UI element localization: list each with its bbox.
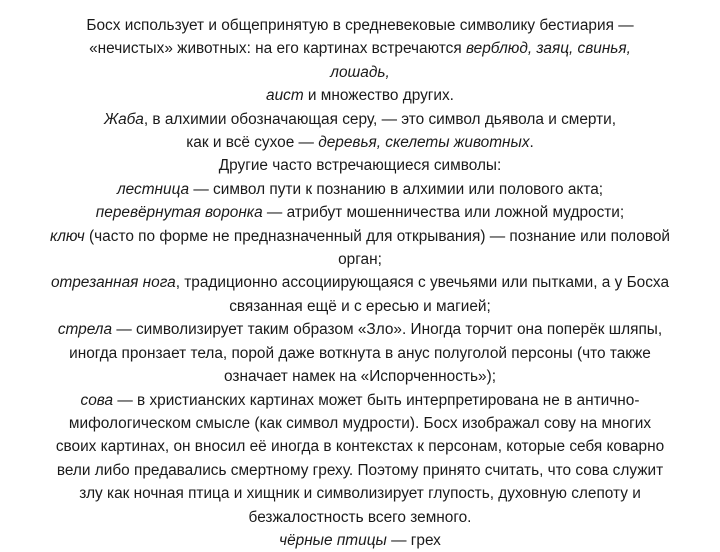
- text-segment: означает намек на «Испорченность»);: [224, 368, 496, 386]
- text-segment: безжалостность всего земного.: [248, 508, 472, 526]
- text-line: [14, 529, 706, 552]
- text-line: [14, 435, 706, 458]
- text-segment: своих картинах, он вносил её иногда в контекстах к персонам, которые себя коварно: [55, 438, 665, 456]
- text-line: [14, 248, 706, 271]
- italic-term: ключ: [49, 227, 85, 245]
- text-line: [14, 459, 706, 482]
- text-line: [14, 389, 706, 412]
- text-segment: (часто по форме не предназначенный для открывания) — познание или половой: [84, 227, 671, 245]
- italic-term: сова: [80, 391, 114, 409]
- text-line: [14, 84, 706, 107]
- text-line: [14, 108, 706, 131]
- text-segment: вели либо предавались смертному греху. Поэтому принято считать, что сова служит: [56, 461, 664, 479]
- italic-term: перевёрнутая воронка: [95, 204, 263, 222]
- text-segment: мифологическом смысле (как символ мудрости). Босх изображал сову на многих: [68, 414, 652, 432]
- italic-term: лошадь,: [330, 63, 390, 81]
- italic-term: деревья, скелеты животных: [318, 134, 530, 152]
- italic-term: лестница: [116, 180, 190, 198]
- italic-term: отрезанная нога: [50, 274, 176, 292]
- text-segment: — в христианских картинах может быть интерпретирована не в антично-: [113, 391, 640, 409]
- text-segment: , в алхимии обозначающая серу, — это символ дьявола и смерти,: [143, 110, 617, 128]
- body-text: [14, 14, 706, 552]
- italic-term: аист: [266, 87, 304, 105]
- italic-term: верблюд, заяц, свинья,: [465, 40, 631, 58]
- italic-term: Жаба: [103, 110, 144, 128]
- text-segment: — грех: [386, 531, 441, 549]
- text-segment: — атрибут мошенничества или ложной мудрости;: [262, 204, 625, 222]
- italic-term: чёрные птицы: [279, 531, 387, 549]
- text-segment: Другие часто встречающиеся символы:: [218, 157, 502, 175]
- text-line: [14, 482, 706, 505]
- text-line: [14, 318, 706, 341]
- text-line: [14, 201, 706, 224]
- text-line: [14, 225, 706, 248]
- text-line: [14, 154, 706, 177]
- text-line: [14, 14, 706, 37]
- text-line: [14, 131, 706, 154]
- text-line: [14, 271, 706, 294]
- text-line: [14, 178, 706, 201]
- text-line: [14, 342, 706, 365]
- text-line: [14, 295, 706, 318]
- text-line: [14, 365, 706, 388]
- text-segment: , традиционно ассоциирующаяся с увечьями или пытками, а у Босха: [175, 274, 670, 292]
- text-segment: .: [529, 134, 534, 152]
- text-line: [14, 506, 706, 529]
- text-segment: связанная ещё и с ересью и магией;: [229, 297, 491, 315]
- text-segment: иногда пронзает тела, порой даже воткнута в анус полуголой персоны (что также: [69, 344, 651, 362]
- text-segment: орган;: [338, 251, 382, 269]
- italic-term: стрела: [57, 321, 113, 339]
- text-line: [14, 61, 706, 84]
- text-segment: и множество других.: [303, 87, 454, 105]
- text-segment: — символ пути к познанию в алхимии или полового акта;: [189, 180, 604, 198]
- text-line: [14, 412, 706, 435]
- text-segment: — символизирует таким образом «Зло». Иногда торчит она поперёк шляпы,: [112, 321, 663, 339]
- text-line: [14, 37, 706, 60]
- text-segment: Босх использует и общепринятую в средневековые символику бестиария —: [86, 17, 634, 34]
- text-segment: «нечистых» животных: на его картинах встречаются: [89, 40, 466, 58]
- text-segment: злу как ночная птица и хищник и символизирует глупость, духовную слепоту и: [79, 485, 641, 503]
- text-segment: как и всё сухое —: [186, 134, 319, 152]
